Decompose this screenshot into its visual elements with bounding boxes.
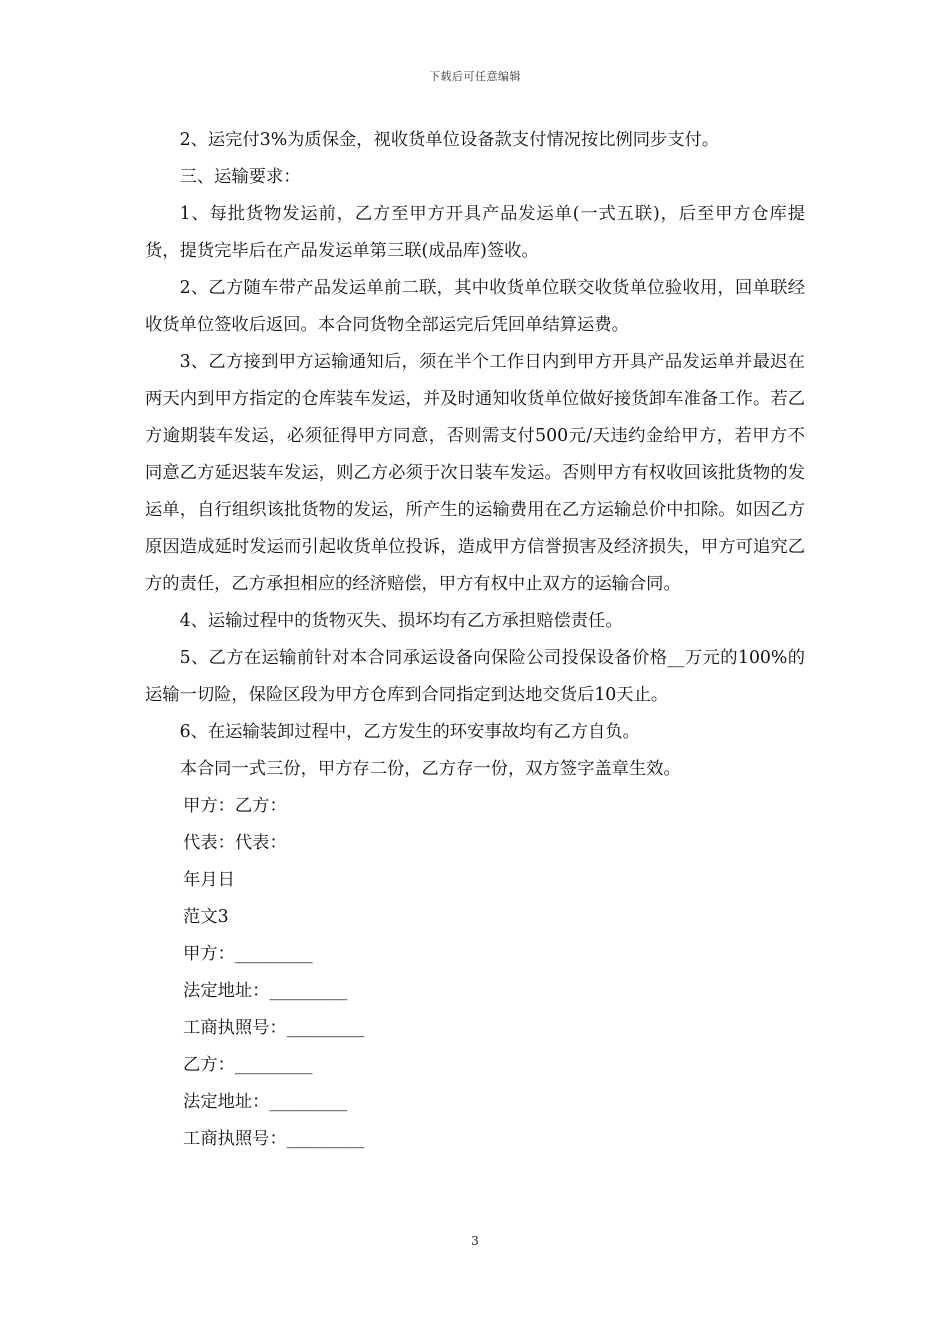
party-a-license-field: 工商执照号：_________ [183, 1018, 365, 1038]
clause-transport-1: 1、每批货物发运前，乙方至甲方开具产品发运单(一式五联)，后至甲方仓库提货，提货完毕后在产品发运单第三联(成品库)签收。 [145, 204, 805, 261]
page-header: 下载后可任意编辑 [429, 70, 521, 83]
party-a-address-field: 法定地址：_________ [183, 981, 348, 1001]
clause-transport-3: 3、乙方接到甲方运输通知后，须在半个工作日内到甲方开具产品发运单并最迟在两天内到甲方指定的仓库装车发运，并及时通知收货单位做好接货卸车准备工作。若乙方逾期装车发运，必须征得甲方同意，否则需支付500元/天违约金给甲方，若甲方不同意乙方延迟装车发运，则乙方必须于次日装车发运。否则甲方有权收回该批货物的发运单，自行组织该批货物的发运，所产生的运输费用在乙方运输总价中扣除。如因乙方原因造成延时发运而引起收货单位投诉，造成甲方信誉损害及经济损失，甲方可追究乙方的责任，乙方承担相应的经济赔偿，甲方有权中止双方的运输合同。 [145, 352, 805, 594]
date-line: 年月日 [183, 870, 235, 890]
copies-clause: 本合同一式三份，甲方存二份，乙方存一份，双方签字盖章生效。 [179, 759, 681, 779]
party-b-license-field: 工商执照号：_________ [183, 1129, 365, 1149]
sample-heading: 范文3 [183, 907, 229, 927]
party-b-address-field: 法定地址：_________ [183, 1092, 348, 1112]
clause-transport-4: 4、运输过程中的货物灭失、损坏均有乙方承担赔偿责任。 [179, 611, 623, 631]
party-b-field: 乙方：_________ [183, 1055, 313, 1075]
section-heading-transport: 三、运输要求： [179, 167, 301, 187]
page-number: 3 [471, 1234, 479, 1248]
clause-payment-2: 2、运完付3%为质保金，视收货单位设备款支付情况按比例同步支付。 [179, 130, 720, 150]
clause-transport-6: 6、在运输装卸过程中，乙方发生的环安事故均有乙方自负。 [179, 722, 640, 742]
party-a-field: 甲方：_________ [183, 944, 313, 964]
party-signature-line: 甲方：乙方： [183, 796, 287, 816]
representative-line: 代表：代表： [183, 833, 287, 853]
clause-transport-2: 2、乙方随车带产品发运单前二联，其中收货单位联交收货单位验收用，回单联经收货单位签收后返回。本合同货物全部运完后凭回单结算运费。 [145, 278, 805, 335]
document-body [145, 122, 805, 1158]
clause-transport-5: 5、乙方在运输前针对本合同承运设备向保险公司投保设备价格__万元的100%的运输一切险，保险区段为甲方仓库到合同指定到达地交货后10天止。 [145, 648, 805, 705]
